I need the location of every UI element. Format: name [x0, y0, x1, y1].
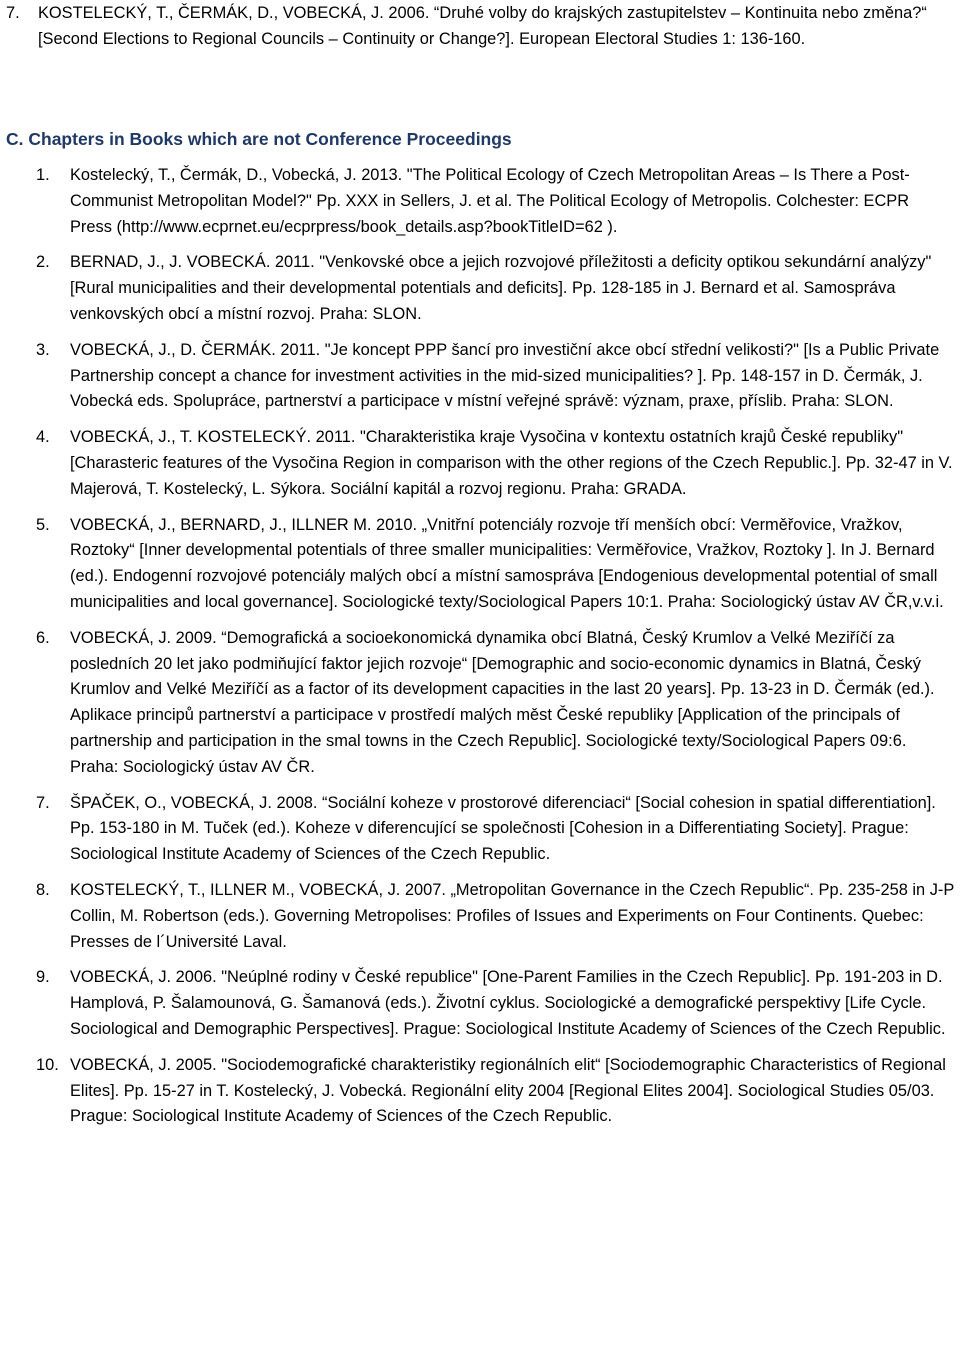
reference-text: ŠPAČEK, O., VOBECKÁ, J. 2008. “Sociální koheze v prostorové diferenciaci“ [Social cohesion in spatial differentiation]. Pp. 153-180 in M. Tuček (ed.). Koheze v diferencující se společnosti [Cohesion in a Differentiating Society]. Prague: Sociological Institute Academy of Sciences of the Czech Republic.	[70, 793, 936, 864]
reference-number: 4.	[36, 428, 50, 447]
reference-number: 5.	[36, 515, 50, 534]
previous-reference-item	[6, 0, 954, 52]
reference-text: VOBECKÁ, J. 2005. "Sociodemografické charakteristiky regionálních elit“ [Sociodemographic Characteristics of Regional Elites]. Pp. 15-27 in T. Kostelecký, J. Vobecká. Regionální elity 2004 [Regional Elites 2004]. Sociological Studies 05/03. Prague: Sociological Institute Academy of Sciences of the Czech Republic.	[70, 1055, 946, 1126]
reference-number: 2.	[36, 253, 50, 272]
reference-number: 6.	[36, 628, 50, 647]
reference-item	[0, 1053, 960, 1130]
reference-number: 7.	[36, 793, 50, 812]
reference-text: KOSTELECKÝ, T., ILLNER M., VOBECKÁ, J. 2007. „Metropolitan Governance in the Czech Republic“. Pp. 235-258 in J-P Collin, M. Robertson (eds.). Governing Metropolises: Profiles of Issues and Experiments on Four Continents. Quebec: Presses de l´Université Laval.	[70, 880, 954, 951]
reference-item	[0, 513, 960, 616]
reference-item	[0, 626, 960, 781]
reference-text: Kostelecký, T., Čermák, D., Vobecká, J. 2013. "The Political Ecology of Czech Metropolitan Areas – Is There a Post-Communist Metropolitan Model?" Pp. XXX in Sellers, J. et al. The Political Ecology of Metropolis. Colchester: ECPR Press (http://www.ecprnet.eu/ecprpress/book_details.asp?bookTitleID=62 ).	[70, 166, 910, 236]
reference-list	[0, 163, 960, 1140]
reference-number: 1.	[36, 166, 50, 184]
reference-text: VOBECKÁ, J. 2006. "Neúplné rodiny v České republice" [One-Parent Families in the Czech Republic]. Pp. 191-203 in D. Hamplová, P. Šalamounová, G. Šamanová (eds.). Životní cyklus. Sociologické a demografické perspektivy [Life Cycle. Sociological and Demographic Perspectives]. Prague: Sociological Institute Academy of Sciences of the Czech Republic.	[70, 968, 946, 1038]
reference-text: VOBECKÁ, J. 2009. “Demografická a socioekonomická dynamika obcí Blatná, Český Krumlov a Velké Meziříčí za posledních 20 let jako podmiňující faktor jejich rozvoje“ [Demographic and socio-economic dynamics in Blatná, Český Krumlov and Velké Meziříčí as a factor of its development capacities in the last 20 years]. Pp. 13-23 in D. Čermák (ed.). Aplikace principů partnerství a participace v prostředí malých měst České republiky [Application of the principals of partnership and participation in the smal towns in the Czech Republic]. Sociologické texty/Sociological Papers 09:6. Praha: Sociologický ústav AV ČR.	[70, 628, 935, 776]
reference-number: 9.	[36, 968, 50, 987]
reference-item	[0, 425, 960, 502]
reference-text: VOBECKÁ, J., BERNARD, J., ILLNER M. 2010. „Vnitřní potenciály rozvoje tří menších obcí: Verměřovice, Vražkov, Roztoky“ [Inner developmental potentials of three smaller municipalities: Verměřovice, Vražkov, Roztoky ]. In J. Bernard (ed.). Endogenní rozvojové potenciály malých obcí a místní samospráva [Endogenious developmental potential of small municipalities and local governance]. Sociologické texty/Sociological Papers 10:1. Praha: Sociologický ústav AV ČR,v.v.i.	[70, 515, 944, 611]
reference-number: 3.	[36, 340, 50, 359]
reference-item	[0, 338, 960, 415]
reference-item	[0, 878, 960, 955]
reference-item	[0, 163, 960, 240]
reference-text: VOBECKÁ, J., T. KOSTELECKÝ. 2011. "Charakteristika kraje Vysočina v kontextu ostatních krajů České republiky" [Charasteric features of the Vysočina Region in comparison with the other regions of the Czech Republic.]. Pp. 32-47 in V. Majerová, T. Kostelecký, L. Sýkora. Sociální kapitál a rozvoj regionu. Praha: GRADA.	[70, 428, 953, 498]
reference-number: 8.	[36, 880, 50, 899]
section-heading: C. Chapters in Books which are not Conference Proceedings	[6, 129, 512, 149]
reference-text: KOSTELECKÝ, T., ČERMÁK, D., VOBECKÁ, J. 2006. “Druhé volby do krajských zastupitelstev – Kontinuita nebo změna?“ [Second Elections to Regional Councils – Continuity or Change?]. European Electoral Studies 1: 136-160.	[38, 4, 927, 48]
reference-item	[0, 250, 960, 327]
reference-item	[0, 791, 960, 868]
reference-item	[0, 965, 960, 1042]
reference-text: BERNAD, J., J. VOBECKÁ. 2011. "Venkovské obce a jejich rozvojové příležitosti a deficity optikou sekundární analýzy" [Rural municipalities and their developmental potentials and deficits]. Pp. 128-185 in J. Bernard et al. Samospráva venkovských obcí a místní rozvoj. Praha: SLON.	[70, 253, 932, 323]
reference-number: 10.	[36, 1055, 59, 1074]
reference-number: 7.	[6, 4, 20, 22]
reference-text: VOBECKÁ, J., D. ČERMÁK. 2011. "Je koncept PPP šancí pro investiční akce obcí střední velikosti?" [Is a Public Private Partnership concept a chance for investment activities in the mid-sized municipalities? ]. Pp. 148-157 in D. Čermák, J. Vobecká eds. Spolupráce, partnerství a participace v místní veřejné správě: význam, praxe, příslib. Praha: SLON.	[70, 340, 940, 411]
